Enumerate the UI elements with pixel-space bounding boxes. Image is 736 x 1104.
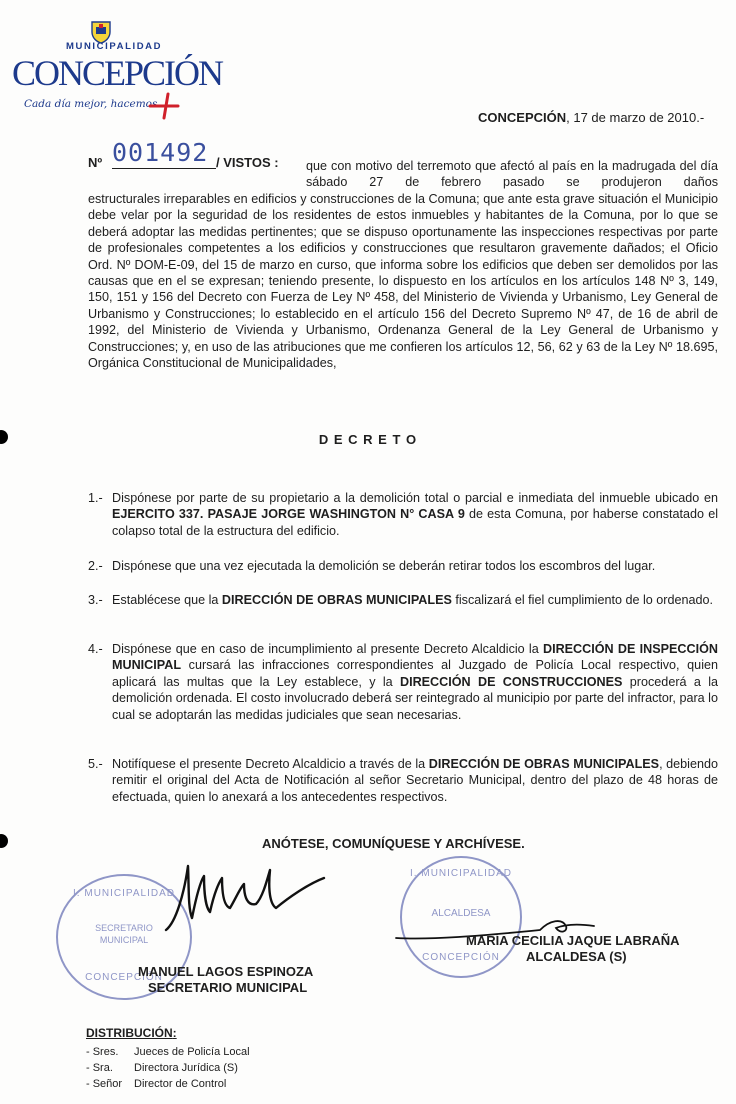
distribution-list [86, 1044, 250, 1092]
date-line [478, 110, 704, 126]
closing-formula: ANÓTESE, COMUNÍQUESE Y ARCHÍVESE. [262, 836, 525, 851]
logo-top-text: MUNICIPALIDAD [66, 41, 163, 52]
list-item: - Señor Director de Control [86, 1078, 227, 1090]
vistos-label: / VISTOS : [216, 155, 279, 170]
list-item: - Sres. Jueces de Policía Local [86, 1046, 250, 1058]
vistos-first-lines: que con motivo del terremoto que afectó al país en la madrugada del día sábado 27 de febrero pasado se produjeron daños [306, 159, 718, 190]
logo-slogan: Cada día mejor, hacemos [24, 98, 158, 110]
item-4-text: Dispónese que en caso de incumplimiento al presente Decreto Alcaldicio la DIRECCIÓN DE INSPECCIÓN MUNICIPAL cursará las infracciones correspondientes al Juzgado de Policía Local respectivo, quien aplicará las multas que la Ley establece, y la DIRECCIÓN DE CONSTRUCCIONES procederá a la demolición ordenada. El costo involucrado deberá ser reintegrado al municipio por parte del infractor, para lo cual se adoptarán las medidas judiciales que sean necesarias. [112, 642, 718, 722]
decree-number-field [112, 138, 216, 169]
municipality-logo [10, 18, 223, 120]
date-text: , 17 de marzo de 2010.- [566, 110, 705, 125]
secretary-title: SECRETARIO MUNICIPAL [148, 980, 308, 995]
decree-number: 001492 [112, 138, 209, 167]
item-number: 2.- [88, 559, 103, 573]
mayor-title: ALCALDESA (S) [526, 949, 627, 964]
item-number: 1.- [88, 491, 103, 505]
item-number: 3.- [88, 593, 103, 607]
vistos-body: estructurales irreparables en edificios y construcciones de la Comuna; que ante esta grave situación el Municipio debe velar por la seguridad de los residentes de estos inmuebles y habitantes de la Comuna, por lo que se deberá adoptar las medidas pertinentes; que se dispuso oportunamente las inspecciones respectivas por parte de profesionales competentes a los edificios y construcciones que resultaron gravemente dañados; el Oficio Ord. Nº DOM-E-09, del 15 de marzo en curso, que informa sobre los edificios que deben ser demolidos por las causas que en el se expresan; teniendo presente, lo dispuesto en los artículos en los artículos 148 Nº 3, 149, 150, 151 y 156 del Decreto con Fuerza de Ley Nº 458, del Ministerio de Vivienda y Urbanismo, Ley General de Urbanismo y Construcciones; lo establecido en el artículo 156 del Decreto Supremo Nº 47, de 16 de abril de 1992, del Ministerio de Vivienda y Urbanismo, Ordenanza General de la Ley General de Urbanismo y Construcciones; y, en uso de las atribuciones que me confieren los artículos 12, 56, 62 y 63 de la Ley Nº 18.695, Orgánica Constitucional de Municipalidades, [88, 192, 718, 371]
list-item: - Sra. Directora Jurídica (S) [86, 1062, 238, 1074]
distribution-title: DISTRIBUCIÓN: [86, 1026, 177, 1040]
mayor-name: MARÍA CECILIA JAQUE LABRAÑA [466, 933, 680, 948]
decree-title: D E C R E T O [318, 432, 418, 447]
item-1-text: Dispónese por parte de su propietario a la demolición total o parcial e inmediata del inmueble ubicado en EJERCITO 337. PASAJE JORGE WASHINGTON N° CASA 9 de esta Comuna, por haberse constatado el colapso total de la estructura del edificio. [112, 491, 718, 538]
item-2-text: Dispónese que una vez ejecutada la demolición se deberán retirar todos los escombros del lugar. [112, 559, 656, 573]
secretary-stamp: I. MUNICIPALIDAD SECRETARIO MUNICIPAL CONCEPCIÓN [56, 874, 192, 1000]
item-5-text: Notifíquese el presente Decreto Alcaldicio a través de la DIRECCIÓN DE OBRAS MUNICIPALES, debiendo remitir el original del Acta de Notificación al señor Secretario Municipal, dentro del plazo de 48 horas de efectuada, quien lo anexará a los antecedentes respectivos. [112, 757, 719, 804]
date-city: CONCEPCIÓN [478, 110, 567, 125]
item-number: 5.- [88, 757, 103, 771]
item-number: 4.- [88, 642, 103, 656]
secretary-signature [158, 848, 338, 940]
secretary-name: MANUEL LAGOS ESPINOZA [138, 964, 314, 979]
decree-number-prefix: Nº [88, 155, 103, 170]
logo-name: CONCEPCIÓN [12, 53, 223, 93]
item-3-text: Establécese que la DIRECCIÓN DE OBRAS MUNICIPALES fiscalizará el fiel cumplimiento de lo ordenado. [112, 593, 713, 607]
mayor-stamp: I. MUNICIPALIDAD ALCALDESA CONCEPCIÓN [400, 856, 522, 978]
plus-icon [146, 90, 182, 120]
binder-hole [0, 834, 8, 848]
